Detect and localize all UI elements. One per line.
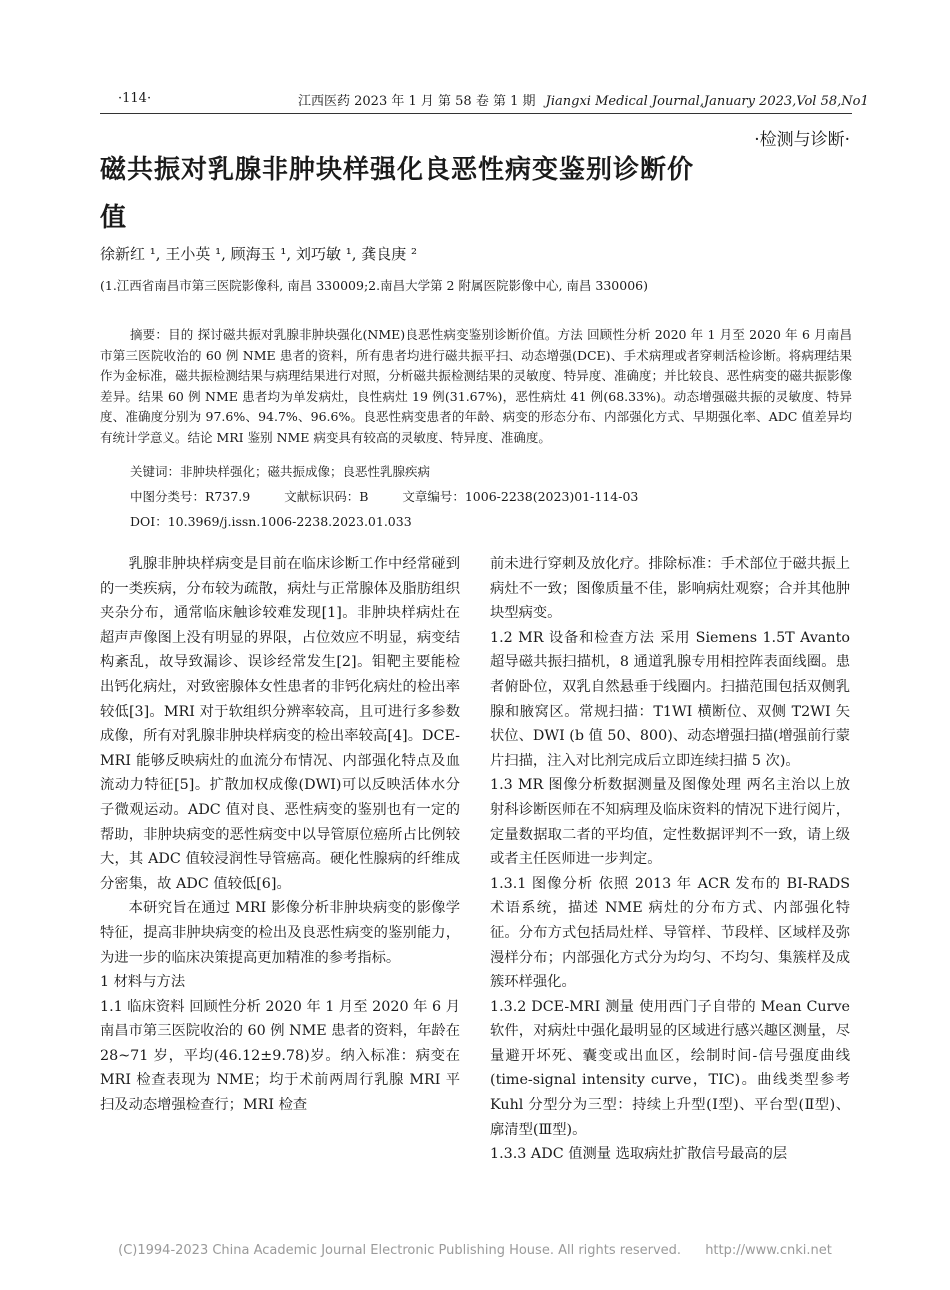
page-number: ·114·	[118, 91, 152, 106]
paragraph: 1.2 MR 设备和检查方法 采用 Siemens 1.5T Avanto 超导磁共振扫描机，8 通道乳腺专用相控阵表面线圈。患者俯卧位，双乳自然悬垂于线圈内。扫描范围包括双侧乳腺和腋窝区。常规扫描：T1WI 横断位、双侧 T2WI 矢状位、DWI (b 值 50、800)、动态增强扫描(增强前行蒙片扫描，注入对比剂完成后立即连续扫描 5 次)。	[490, 629, 850, 769]
journal-cn: 江西医药 2023 年 1 月 第 58 卷 第 1 期	[298, 94, 536, 109]
abstract-text: 目的 探讨磁共振对乳腺非肿块强化(NME)良恶性病变鉴别诊断价值。方法 回顾性分析 2020 年 1 月至 2020 年 6 月南昌市第三医院收治的 60 例 NME 患者的资料，所有患者均进行磁共振平扫、动态增强(DCE)、手术病理或者穿刺活检诊断。将病理结果作为金标准，磁共振检测结果与病理结果进行对照，分析磁共振检测结果的灵敏度、特异度、准确度；并比较良、恶性病变的磁共振影像差异。结果 60 例 NME 患者均为单发病灶，良性病灶 19 例(31.67%)，恶性病灶 41 例(68.33%)。动态增强磁共振的灵敏度、特异度、准确度分别为 97.6%、94.7%、96.6%。良恶性病变患者的年龄、病变的形态分布、内部强化方式、早期强化率、ADC 值差异均有统计学意义。结论 MRI 鉴别 NME 病变具有较高的灵敏度、特异度、准确度。	[100, 327, 852, 445]
paragraph: 本研究旨在通过 MRI 影像分析非肿块病变的影像学特征，提高非肿块病变的检出及良恶性病变的鉴别能力，为进一步的临床决策提高更加精准的参考指标。	[100, 900, 460, 966]
copyright-text: (C)1994-2023 China Academic Journal Electronic Publishing House. All rights reserved.	[118, 1243, 682, 1258]
abstract	[100, 325, 852, 448]
paragraph: 前未进行穿刺及放化疗。排除标准：手术部位于磁共振上病灶不一致；图像质量不佳，影响病灶观察；合并其他肿块型病变。	[490, 556, 850, 622]
body-column-left	[100, 552, 460, 1118]
affiliation: (1.江西省南昌市第三医院影像科, 南昌 330009;2.南昌大学第 2 附属医院影像中心, 南昌 330006)	[100, 278, 648, 293]
journal-en: Jiangxi Medical Journal,January 2023,Vol 58,No1	[545, 94, 869, 109]
document-code: 文献标识码：B	[284, 489, 369, 504]
header-rule	[100, 113, 852, 114]
section-heading: 1 材料与方法	[100, 974, 186, 991]
paragraph: 乳腺非肿块样病变是目前在临床诊断工作中经常碰到的一类疾病，分布较为疏散，病灶与正常腺体及脂肪组织夹杂分布，通常临床触诊较难发现[1]。非肿块样病灶在超声声像图上没有明显的界限，占位效应不明显，病变结构紊乱，故导致漏诊、误诊经常发生[2]。钼靶主要能检出钙化病灶，对致密腺体女性患者的非钙化病灶的检出率较低[3]。MRI 对于软组织分辨率较高，且可进行多参数成像，所有对乳腺非肿块样病变的检出率较高[4]。DCE-MRI 能够反映病灶的血流分布情况、内部强化特点及血流动力特征[5]。扩散加权成像(DWI)可以反映活体水分子微观运动。ADC 值对良、恶性病变的鉴别也有一定的帮助，非肿块病变的恶性病变中以导管原位癌所占比例较大，其 ADC 值较浸润性导管癌高。硬化性腺病的纤维成分密集，故 ADC 值较低[6]。	[100, 556, 460, 892]
doi: DOI：10.3969/j.issn.1006-2238.2023.01.033	[130, 514, 412, 529]
authors: 徐新红 ¹, 王小英 ¹, 顾海玉 ¹, 刘巧敏 ¹, 龚良庚 ²	[100, 245, 418, 263]
running-head	[298, 90, 869, 109]
clc-number: 中图分类号：R737.9	[130, 489, 251, 504]
paragraph: 1.1 临床资料 回顾性分析 2020 年 1 月至 2020 年 6 月南昌市第三医院收治的 60 例 NME 患者的资料，年龄在 28~71 岁，平均(46.12±9.78)岁。纳入标准：病变在 MRI 检查表现为 NME；均于术前两周行乳腺 MRI 平扫及动态增强检查行；MRI 检查	[100, 998, 460, 1114]
section-label: ·检测与诊断·	[754, 130, 850, 150]
paragraph: 1.3.2 DCE-MRI 测量 使用西门子自带的 Mean Curve 软件，对病灶中强化最明显的区域进行感兴趣区测量，尽量避开坏死、囊变或出血区，绘制时间-信号强度曲线 (time-signal intensity curve，TIC)。曲线类型参考 Kuhl 分型分为三型：持续上升型(Ⅰ型)、平台型(Ⅱ型)、廓清型(Ⅲ型)。	[490, 998, 850, 1138]
keywords: 关键词：非肿块样强化；磁共振成像；良恶性乳腺疾病	[130, 464, 431, 479]
copyright-footer	[0, 1243, 950, 1258]
paragraph: 1.3.1 图像分析 依照 2013 年 ACR 发布的 BI-RADS 术语系统，描述 NME 病灶的分布方式、内部强化特征。分布方式包括局灶样、导管样、节段样、区域样及弥漫样分布；内部强化方式分为均匀、不均匀、集簇样及成簇环样强化。	[490, 875, 850, 991]
paragraph: 1.3 MR 图像分析数据测量及图像处理 两名主治以上放射科诊断医师在不知病理及临床资料的情况下进行阅片，定量数据取二者的平均值，定性数据评判不一致，请上级或者主任医师进一步判定。	[490, 777, 850, 868]
body-column-right	[490, 552, 850, 1167]
cnki-link[interactable]: http://www.cnki.net	[705, 1243, 832, 1258]
paragraph: 1.3.3 ADC 值测量 选取病灶扩散信号最高的层	[490, 1146, 788, 1163]
abstract-label: 摘要：	[130, 327, 169, 342]
article-number: 文章编号：1006-2238(2023)01-114-03	[402, 489, 639, 504]
classification-line	[130, 487, 638, 505]
article-title: 磁共振对乳腺非肿块样强化良恶性病变鉴别诊断价值	[100, 155, 695, 233]
